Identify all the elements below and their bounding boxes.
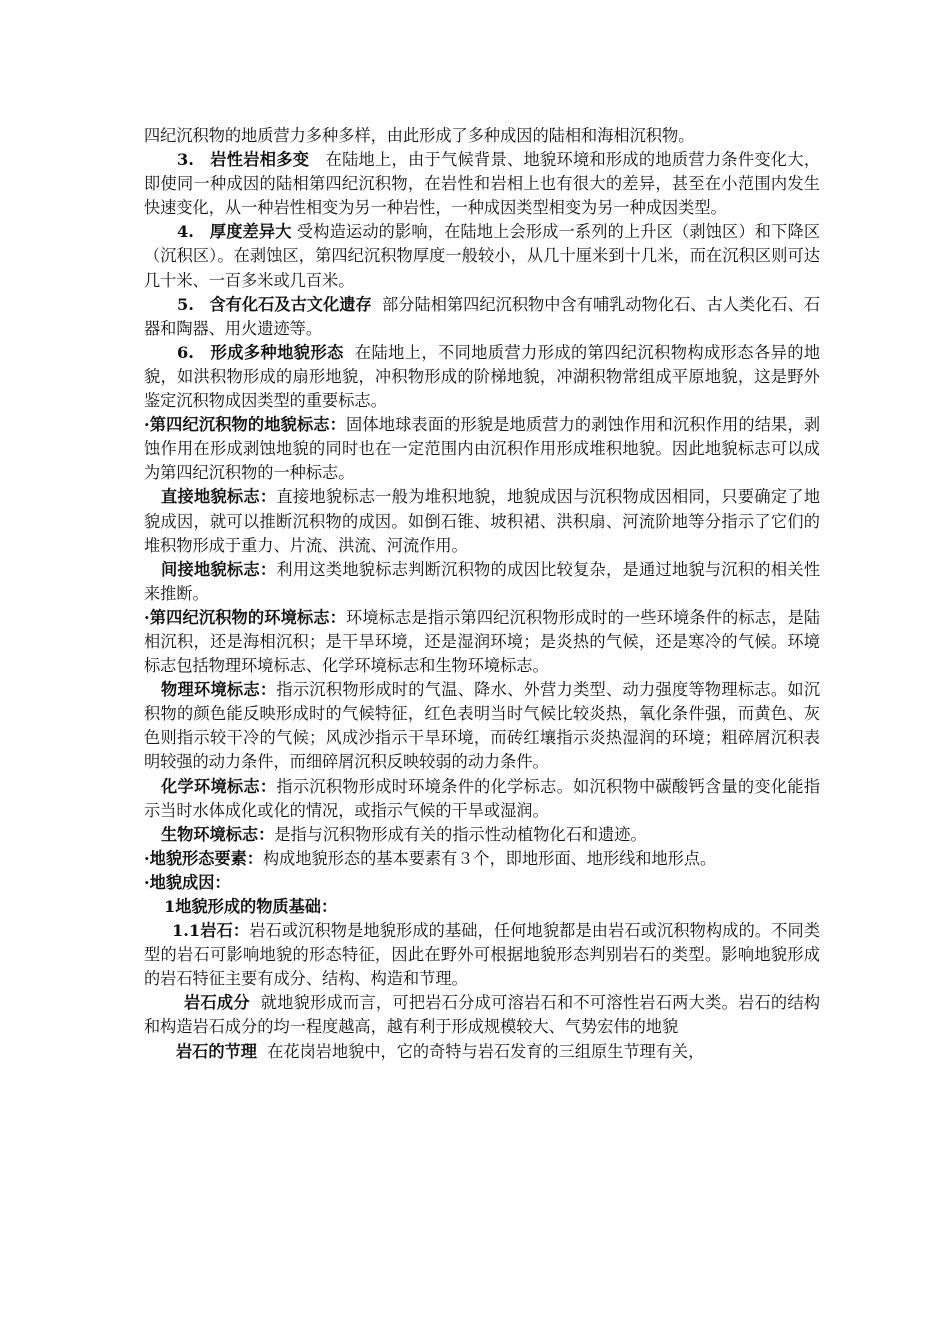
item-number: 3. [177,150,194,170]
subsection-title: 1.1岩石： [172,921,250,941]
section-landform-elements [144,847,820,871]
subsection-text: 指示沉积物形成时环境条件的化学标志。如沉积物中碳酸钙含量的变化能指示当时水体成化或化的情况，或指示气候的干旱或湿润。 [144,776,821,820]
section-title: ·地貌形态要素： [144,848,263,868]
physical-environment-marks [144,678,820,774]
section-text: 固体地球表面的形貌是地质营力的剥蚀作用和沉积作用的结果，剥蚀作用在形成剥蚀地貌的同时也在一定范围内由沉积作用形成堆积地貌。因此地貌标志可以成为第四纪沉积物的一种标志。 [144,415,821,483]
subsection-text: 利用这类地貌标志判断沉积物的成因比较复杂，是通过地貌与沉积的相关性来推断。 [144,559,821,603]
item-text: 在陆地上，由于气候背景、地貌环境和形成的地质营力条件变化大，即使同一种成因的陆相第四纪沉积物，在岩性和岩相上也有很大的差异，甚至在小范围内发生快速变化，从一种岩性相变为另一种岩性，一种成因类型相变为另一种成因类型。 [144,150,821,218]
item-number: 5. [177,294,194,314]
rock-joints [144,1040,820,1064]
subsection-title: 间接地貌标志： [161,559,277,579]
rock-composition [144,991,820,1039]
subsection-text: 就地貌形成而言，可把岩石分成可溶岩石和不可溶性岩石两大类。岩石的结构和构造岩石成分的均一程度越高，越有利于形成规模较大、气势宏伟的地貌 [144,993,821,1037]
subsection-text: 是指与沉积物形成有关的指示性动植物化石和遗迹。 [274,824,647,844]
subsection-title: 1地貌形成的物质基础： [164,897,338,916]
document-page [144,124,820,1064]
subsection-material-basis [144,895,820,919]
section-title: ·第四纪沉积物的环境标志： [144,607,347,627]
section-title: ·地貌成因： [144,872,231,892]
item-text: 在陆地上，不同地质营力形成的第四纪沉积物构成形态各异的地貌，如洪积物形成的扇形地貌，冲积物形成的阶梯地貌，冲湖积物常组成平原地貌，这是野外鉴定沉积物成因类型的重要标志。 [144,342,821,411]
subsection-title: 生物环境标志： [161,824,275,844]
item-3 [144,148,820,220]
item-number: 6. [177,342,194,362]
indirect-landform-marks [144,558,820,606]
item-title: 岩性岩相多变 [210,150,310,170]
item-title: 形成多种地貌形态 [210,342,344,362]
subsection-title: 岩石的节理 [176,1041,257,1061]
section-text: 构成地貌形态的基本要素有３个，即地形面、地形线和地形点。 [262,848,717,868]
item-title: 含有化石及古文化遗存 [209,294,372,314]
paragraph-intro-tail: 四纪沉积物的地质营力多种多样，由此形成了多种成因的陆相和海相沉积物。 [144,126,695,145]
section-title: ·第四纪沉积物的地貌标志： [144,415,347,435]
chemical-environment-marks [144,775,820,823]
subsection-text: 直接地貌标志一般为堆积地貌，地貌成因与沉积物成因相同，只要确定了地貌成因，就可以推断沉积物的成因。如倒石锥、坡积裙、洪积扇、河流阶地等分指示了它们的堆积物形成于重力、片流、洪流、河流作用。 [144,487,821,555]
section-landform-marks [144,413,820,485]
direct-landform-marks [144,485,820,557]
subsection-text: 岩石或沉积物是地貌形成的基础，任何地貌都是由岩石或沉积物构成的。不同类型的岩石可影响地貌的形态特征，因此在野外可根据地貌形态判别岩石的类型。影响地貌形成的岩石特征主要有成分、结构、构造和节理。 [144,921,821,989]
subsection-title: 物理环境标志： [161,680,277,700]
item-number: 4. [177,222,194,242]
subsection-text: 指示沉积物形成时的气温、降水、外营力类型、动力强度等物理标志。如沉积物的颜色能反映形成时的气候特征，红色表明当时气候比较炎热，氧化条件强，而黄色、灰色则指示较干冷的气候；风成沙指示干旱环境，而砖红壤指示炎热湿润的环境；粗碎屑沉积表明较强的动力条件，而细碎屑沉积反映较弱的动力条件。 [144,680,821,772]
item-4 [144,220,820,292]
section-text: 环境标志是指示第四纪沉积物形成时的一些环境条件的标志，是陆相沉积，还是海相沉积；是干旱环境，还是湿润环境；是炎热的气候，还是寒冷的气候。环境标志包括物理环境标志、化学环境标志和生物环境标志。 [144,607,821,676]
item-title: 厚度差异大 [209,222,292,242]
section-landform-causes [144,871,820,895]
subsection-text: 在花岗岩地貌中，它的奇特与岩石发育的三组原生节理有关， [267,1041,705,1061]
item-text: 部分陆相第四纪沉积物中含有哺乳动物化石、古人类化石、石器和陶器、用火遗迹等。 [144,294,821,338]
subsection-rock [144,919,820,991]
section-environment-marks [144,606,820,678]
item-6 [144,341,820,413]
subsection-title: 岩石成分 [184,993,250,1013]
subsection-title: 直接地貌标志： [161,487,277,507]
subsection-title: 化学环境标志： [161,776,277,796]
item-5 [144,293,820,341]
biological-environment-marks [144,823,820,847]
item-text: 受构造运动的影响，在陆地上会形成一系列的上升区（剥蚀区）和下降区（沉积区）。在剥蚀区，第四纪沉积物厚度一般较小，从几十厘米到十几米，而在沉积区则可达几十米、一百多米或几百米。 [144,222,821,290]
